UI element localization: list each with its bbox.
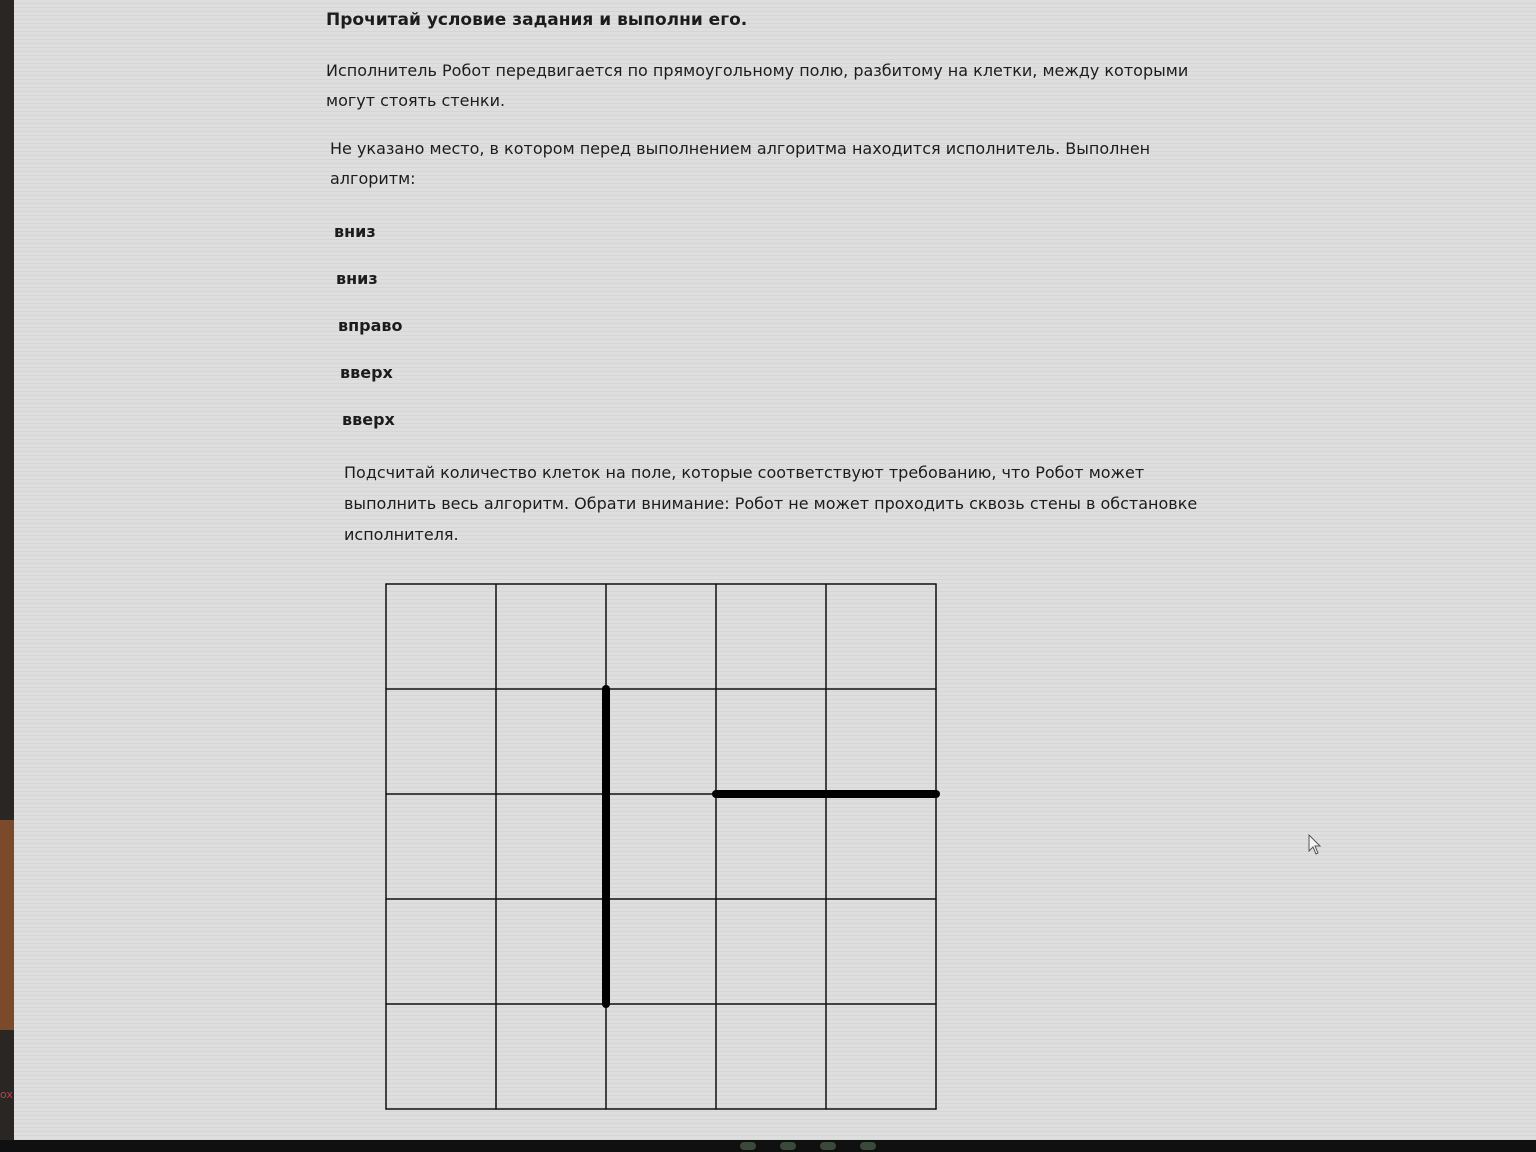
robot-field — [380, 580, 960, 1124]
taskbar-icon[interactable] — [820, 1142, 836, 1150]
mouse-cursor-icon — [1308, 834, 1324, 860]
monitor-bezel-left — [0, 0, 14, 1152]
algorithm-step: вверх — [342, 410, 395, 429]
algorithm-step: вверх — [340, 363, 393, 382]
background-glow — [0, 820, 14, 1030]
taskbar-icon[interactable] — [860, 1142, 876, 1150]
task-intro: Исполнитель Робот передвигается по прямоугольному полю, разбитому на клетки, между которыми могут стоять стенки. — [326, 61, 1189, 110]
algorithm-step: вниз — [334, 222, 376, 241]
algorithm-step: вниз — [336, 269, 378, 288]
screen — [14, 0, 1536, 1140]
task-condition: Не указано место, в котором перед выполнением алгоритма находится исполнитель. Выполнен алгоритм: — [330, 139, 1151, 188]
algorithm-step: вправо — [338, 316, 403, 335]
task-question: Подсчитай количество клеток на поле, которые соответствуют требованию, что Робот может выполнить весь алгоритм. Обрати внимание: Робот не может проходить сквозь стены в обстановке исполнителя. — [344, 463, 1198, 544]
task-content — [326, 0, 1226, 568]
taskbar-icon[interactable] — [780, 1142, 796, 1150]
walls — [606, 689, 936, 1004]
task-heading: Прочитай условие задания и выполни его. — [326, 10, 748, 30]
algorithm-list — [326, 222, 1226, 430]
bezel-mark: ox — [0, 1088, 13, 1101]
grid-lines — [386, 584, 936, 1109]
taskbar-icon[interactable] — [740, 1142, 756, 1150]
robot-field-grid — [380, 580, 960, 1120]
taskbar — [0, 1140, 1536, 1152]
